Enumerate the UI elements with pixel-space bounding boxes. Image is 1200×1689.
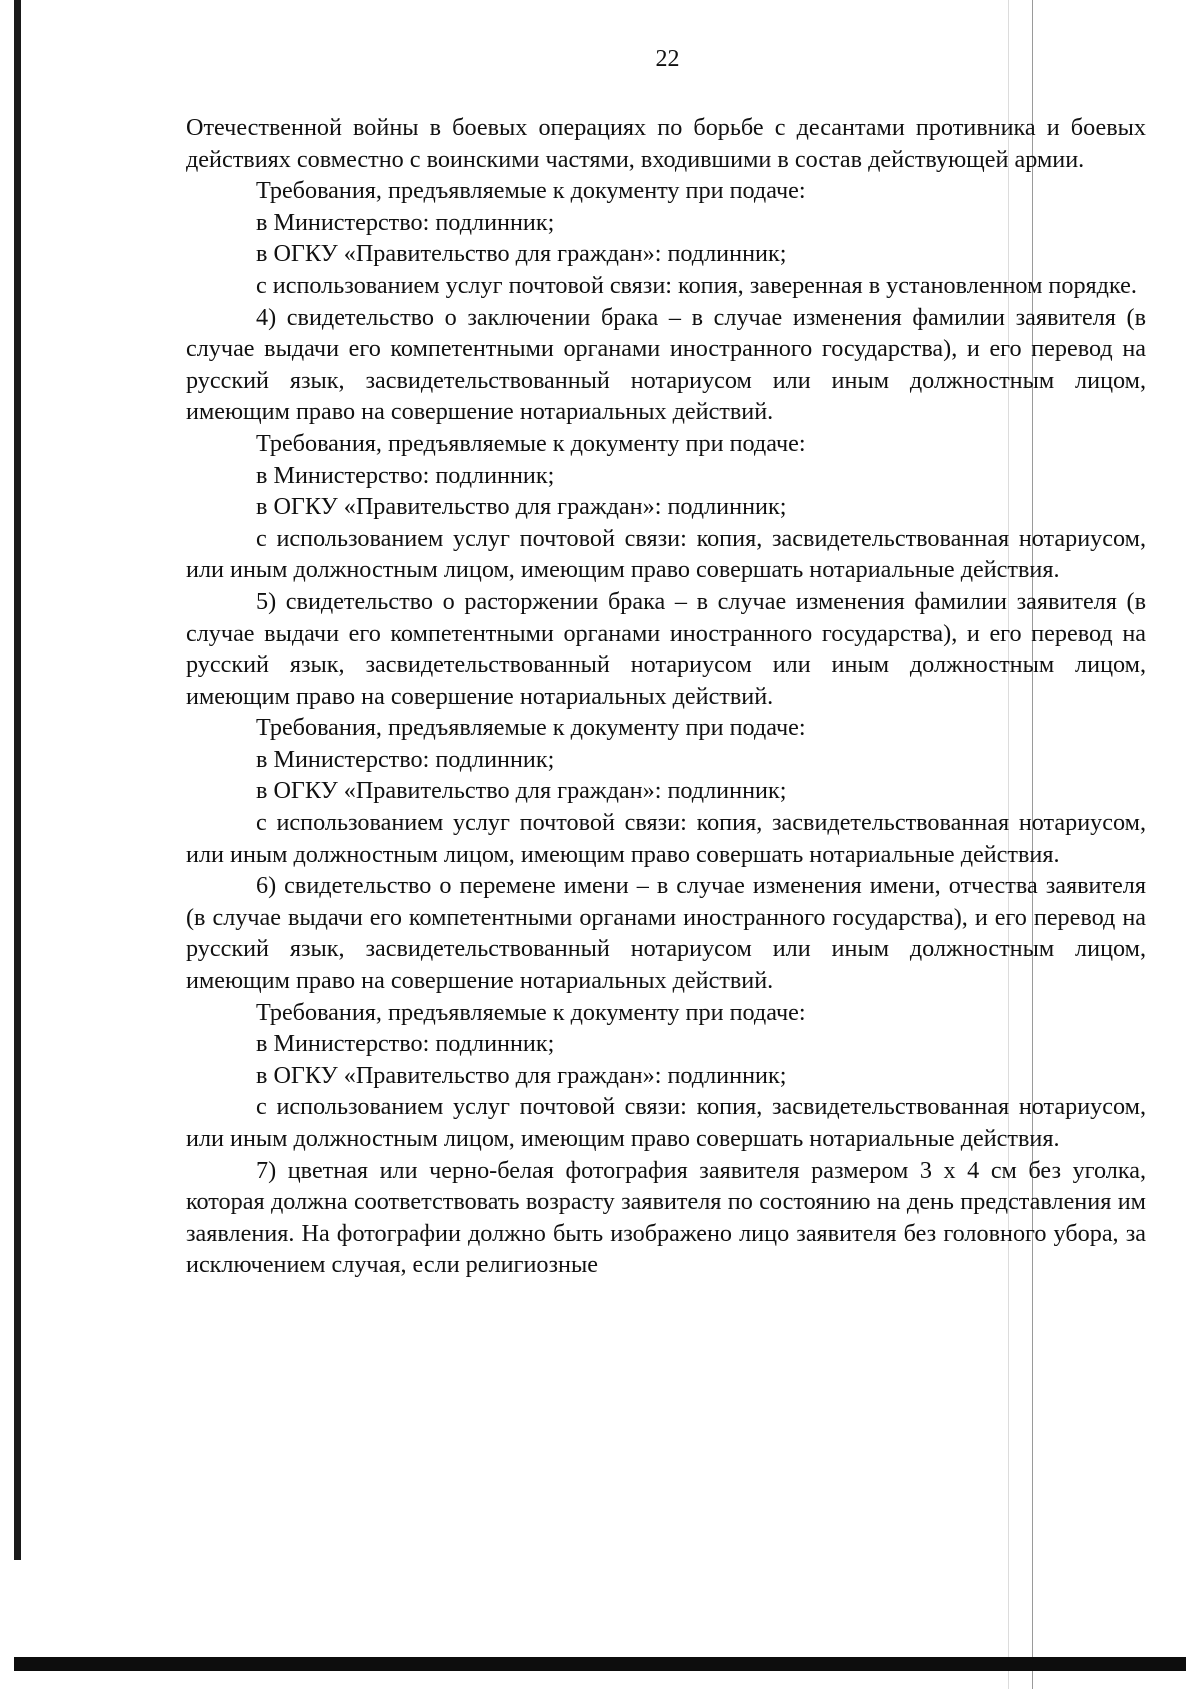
paragraph: Отечественной войны в боевых операциях по борьбе с десантами противника и боевых действиях совместно с воинскими частями, входившими в состав действующей армии. — [186, 114, 1146, 173]
paragraph: 7) цветная или черно-белая фотография заявителя размером 3 х 4 см без уголка, которая должна соответствовать возрасту заявителя по состоянию на день представления им заявления. На фотографии должно быть изображено лицо заявителя без головного убора, за исключением случая, если религиозные — [186, 1156, 1146, 1279]
paragraph: с использованием услуг почтовой связи: копия, засвидетельствованная нотариусом, или иным должностным лицом, имеющим право совершать нотариальные действия. — [186, 524, 1146, 584]
paragraph: в Министерство: подлинник; — [256, 461, 555, 489]
paragraph: Требования, предъявляемые к документу при подаче: — [256, 998, 806, 1026]
scan-border-left — [14, 0, 21, 1560]
paragraph: 5) свидетельство о расторжении брака – в случае изменения фамилии заявителя (в случае выдачи его компетентными органами иностранного государства), и его перевод на русский язык, засвидетельствованный нотариусом или иным должностным лицом, имеющим право на совершение нотариальных действий. — [186, 587, 1146, 710]
paragraph: с использованием услуг почтовой связи: копия, засвидетельствованная нотариусом, или иным должностным лицом, имеющим право совершать нотариальные действия. — [186, 1093, 1146, 1152]
paragraph: в Министерство: подлинник; — [256, 1030, 555, 1058]
paragraph: в Министерство: подлинник; — [256, 208, 555, 236]
paragraph: в ОГКУ «Правительство для граждан»: подлинник; — [256, 493, 787, 521]
paragraph: 6) свидетельство о перемене имени – в случае изменения имени, отчества заявителя (в случае выдачи его компетентными органами иностранного государства), и его перевод на русский язык, засвидетельствованный нотариусом или иным должностным лицом, имеющим право на совершение нотариальных действий. — [186, 872, 1146, 995]
paragraph: Требования, предъявляемые к документу при подаче: — [256, 714, 806, 742]
paragraph: в ОГКУ «Правительство для граждан»: подлинник; — [256, 1061, 787, 1089]
paragraph: в Министерство: подлинник; — [256, 745, 555, 773]
paragraph: в ОГКУ «Правительство для граждан»: подлинник; — [256, 777, 787, 805]
paragraph: в ОГКУ «Правительство для граждан»: подлинник; — [256, 240, 787, 268]
scan-border-bottom — [14, 1657, 1186, 1671]
document-body — [186, 112, 1146, 1281]
paragraph: с использованием услуг почтовой связи: копия, засвидетельствованная нотариусом, или иным должностным лицом, имеющим право совершать нотариальные действия. — [186, 809, 1146, 868]
paragraph: 4) свидетельство о заключении брака – в случае изменения фамилии заявителя (в случае выдачи его компетентными органами иностранного государства), и его перевод на русский язык, засвидетельствованный нотариусом или иным должностным лицом, имеющим право на совершение нотариальных действий. — [186, 303, 1146, 426]
paragraph: с использованием услуг почтовой связи: копия, заверенная в установленном порядке. — [256, 271, 1137, 299]
paragraph: Требования, предъявляемые к документу при подаче: — [256, 429, 806, 457]
page-number: 22 — [655, 46, 680, 72]
paragraph: Требования, предъявляемые к документу при подаче: — [256, 177, 806, 205]
